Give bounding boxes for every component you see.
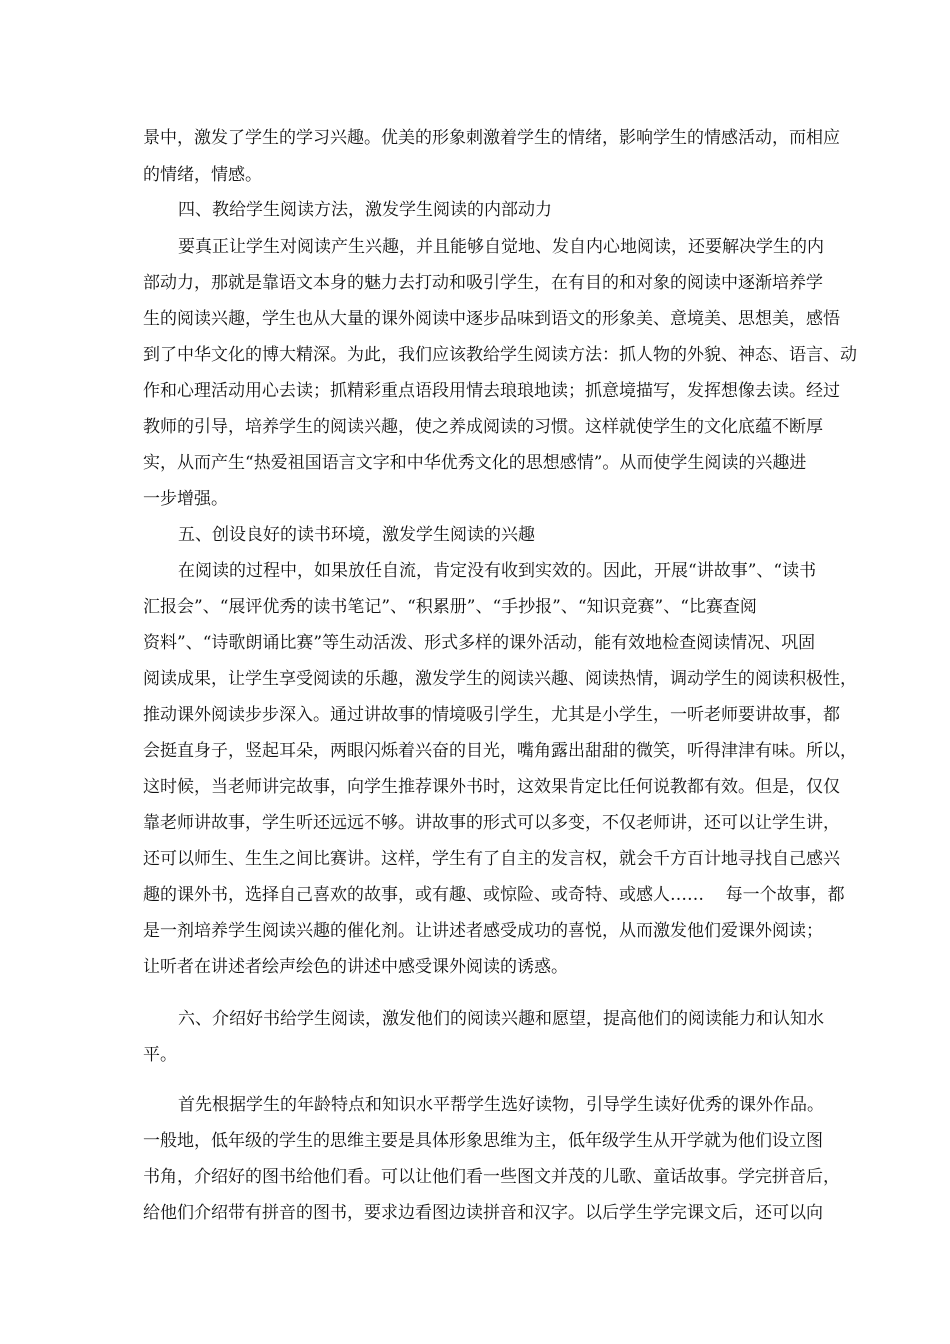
- text-line: 会挺直身子，竖起耳朵，两眼闪烁着兴奋的目光，嘴角露出甜甜的微笑，听得津津有味。所以，: [143, 741, 857, 761]
- text-line: 趣的课外书，选择自己喜欢的故事，或有趣、或惊险、或奇特、或感人…… 每一个故事，都: [143, 885, 845, 905]
- text-line: 部动力，那就是靠语文本身的魅力去打动和吸引学生，在有目的和对象的阅读中逐渐培养学: [143, 273, 823, 293]
- text-line: 让听者在讲述者绘声绘色的讲述中感受课外阅读的诱惑。: [143, 957, 568, 977]
- text-line: 要真正让学生对阅读产生兴趣，并且能够自觉地、发自内心地阅读，还要解决学生的内: [178, 237, 824, 257]
- text-line: 实，从而产生“热爱祖国语言文字和中华优秀文化的思想感情”。从而使学生阅读的兴趣进: [143, 453, 807, 473]
- text-line: 给他们介绍带有拼音的图书，要求边看图边读拼音和汉字。以后学生学完课文后，还可以向: [143, 1203, 823, 1223]
- text-line: 是一剂培养学生阅读兴趣的催化剂。让讲述者感受成功的喜悦，从而激发他们爱课外阅读；: [143, 921, 823, 941]
- text-line: 阅读成果，让学生享受阅读的乐趣，激发学生的阅读兴趣、阅读热情，调动学生的阅读积极性，: [143, 669, 857, 689]
- text-line: 生的阅读兴趣，学生也从大量的课外阅读中逐步品味到语文的形象美、意境美、思想美，感悟: [143, 309, 840, 329]
- text-line: 作和心理活动用心去读；抓精彩重点语段用情去琅琅地读；抓意境描写，发挥想像去读。经过: [143, 381, 840, 401]
- text-line: 书角，介绍好的图书给他们看。可以让他们看一些图文并茂的儿歌、童话故事。学完拼音后，: [143, 1167, 840, 1187]
- text-line: 推动课外阅读步步深入。通过讲故事的情境吸引学生，尤其是小学生，一听老师要讲故事，都: [143, 705, 840, 725]
- text-line: 首先根据学生的年龄特点和知识水平帮学生选好读物，引导学生读好优秀的课外作品。: [178, 1095, 824, 1115]
- text-line: 还可以师生、生生之间比赛讲。这样，学生有了自主的发言权，就会千方百计地寻找自己感兴: [143, 849, 840, 869]
- text-line: 教师的引导，培养学生的阅读兴趣，使之养成阅读的习惯。这样就使学生的文化底蕴不断厚: [143, 417, 823, 437]
- section-heading: 四、教给学生阅读方法，激发学生阅读的内部动力: [178, 200, 552, 220]
- text-line: 一步增强。: [143, 489, 228, 509]
- section-heading: 平。: [143, 1045, 177, 1065]
- text-line: 靠老师讲故事，学生听还远远不够。讲故事的形式可以多变，不仅老师讲，还可以让学生讲，: [143, 813, 840, 833]
- text-line: 景中，激发了学生的学习兴趣。优美的形象刺激着学生的情绪，影响学生的情感活动，而相应: [143, 128, 840, 148]
- text-line: 一般地，低年级的学生的思维主要是具体形象思维为主，低年级学生从开学就为他们设立图: [143, 1131, 823, 1151]
- section-heading: 五、创设良好的读书环境，激发学生阅读的兴趣: [178, 525, 535, 545]
- text-line: 在阅读的过程中，如果放任自流，肯定没有收到实效的。因此，开展“讲故事”、“读书: [178, 561, 817, 581]
- section-heading: 六、介绍好书给学生阅读，激发他们的阅读兴趣和愿望，提高他们的阅读能力和认知水: [178, 1009, 824, 1029]
- text-line: 的情绪，情感。: [143, 165, 262, 185]
- text-line: 这时候，当老师讲完故事，向学生推荐课外书时，这效果肯定比任何说教都有效。但是，仅仅: [143, 777, 840, 797]
- text-line: 汇报会”、“展评优秀的读书笔记”、“积累册”、“手抄报”、“知识竞赛”、“比赛查阅: [143, 597, 757, 617]
- text-line: 资料”、“诗歌朗诵比赛”等生动活泼、形式多样的课外活动，能有效地检查阅读情况、巩固: [143, 633, 816, 653]
- text-line: 到了中华文化的博大精深。为此，我们应该教给学生阅读方法：抓人物的外貌、神态、语言、动: [143, 345, 857, 365]
